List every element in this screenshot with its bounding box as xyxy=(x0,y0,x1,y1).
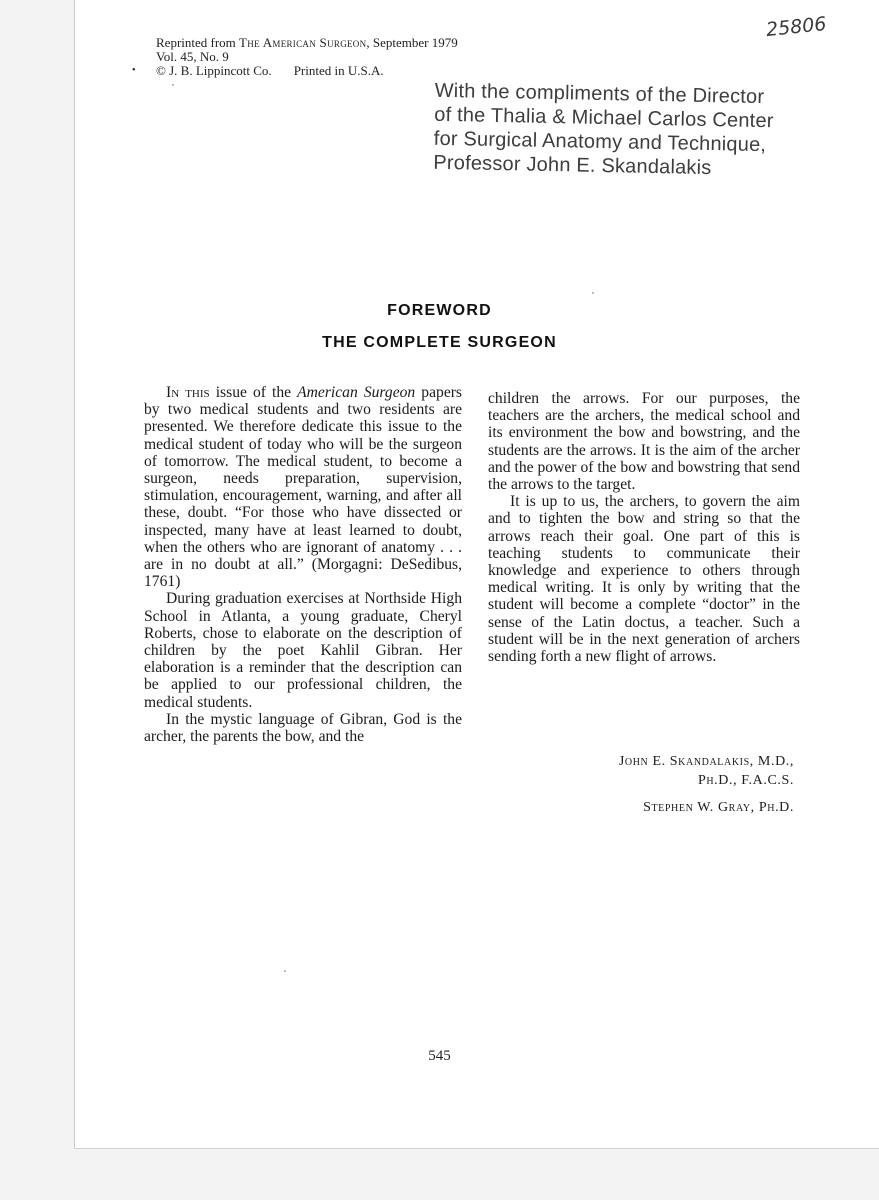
paper-speck xyxy=(592,292,594,294)
reprint-line: Reprinted from The American Surgeon, September 1979 xyxy=(156,35,458,50)
paragraph-continuation: children the arrows. For our purposes, the teachers are the archers, the medical school and its environment the bow and bowstring, and the students are the arrows. It is the aim of the archer and the power of the bow and bowstring that send the arrows to the target. xyxy=(488,390,800,494)
paragraph: It is up to us, the archers, to govern the aim and to tighten the bow and string so that the arrows reach their goal. One part of this is teaching students to communicate their knowledge and experience to others through medical writing. It is only by writing that the student will become a complete “doctor” in the sense of the Latin doctus, a teacher. Such a student will be in the next generation of archers sending forth a new flight of arrows. xyxy=(488,493,800,666)
author-2-name: Stephen W. Gray, Ph.D. xyxy=(643,800,794,815)
printed-in: Printed in U.S.A. xyxy=(293,63,384,78)
paragraph: In the mystic language of Gibran, God is the archer, the parents the bow, and the xyxy=(144,710,462,746)
author-1-name: John E. Skandalakis, M.D., xyxy=(618,754,794,769)
header-bullet: • xyxy=(132,65,136,76)
author-1-degrees: Ph.D., F.A.C.S. xyxy=(697,773,794,788)
paper-speck xyxy=(172,84,174,86)
right-column xyxy=(488,390,800,665)
copyright: © J. B. Lippincott Co. xyxy=(156,63,272,78)
foreword-heading: FOREWORD xyxy=(387,302,492,319)
stamp-line: With the compliments of the Director xyxy=(434,79,765,109)
volume-line: Vol. 45, No. 9 xyxy=(156,49,229,64)
handwritten-number: 25806 xyxy=(765,12,828,42)
stamp-line: of the Thalia & Michael Carlos Center xyxy=(434,103,774,133)
paragraph: During graduation exercises at Northside High School in Atlanta, a young graduate, Cheryl Roberts, chose to elaborate on the description of children by the poet Kahlil Gibran. Her elaboration is a reminder that the description can be applied to our professional children, the medical students. xyxy=(144,590,462,711)
journal-name: The American Surgeon xyxy=(239,35,367,50)
stamp-line: for Surgical Anatomy and Technique, xyxy=(433,127,767,157)
author-signature xyxy=(540,752,794,817)
article-title: THE COMPLETE SURGEON xyxy=(322,334,557,351)
copyright-line xyxy=(156,64,458,78)
left-column xyxy=(144,384,462,745)
page-number: 545 xyxy=(428,1048,451,1064)
paragraph: In this issue of the American Surgeon papers by two medical students and two residents are presented. We therefore dedicate this issue to the medical student of today who will be the surgeon of tomorrow. The medical student, to become a surgeon, needs preparation, supervision, stimulation, encouragement, warning, and after all these, doubt. “For those who have dissected or inspected, many have at least learned to doubt, when the others who are ignorant of anatomy . . . are in no doubt at all.” (Morgagni: DeSedibus, 1761) xyxy=(144,384,462,591)
stamp-line: Professor John E. Skandalakis xyxy=(433,151,712,180)
reprint-header xyxy=(132,35,458,78)
paper-speck xyxy=(284,970,286,972)
compliments-stamp xyxy=(433,79,774,181)
